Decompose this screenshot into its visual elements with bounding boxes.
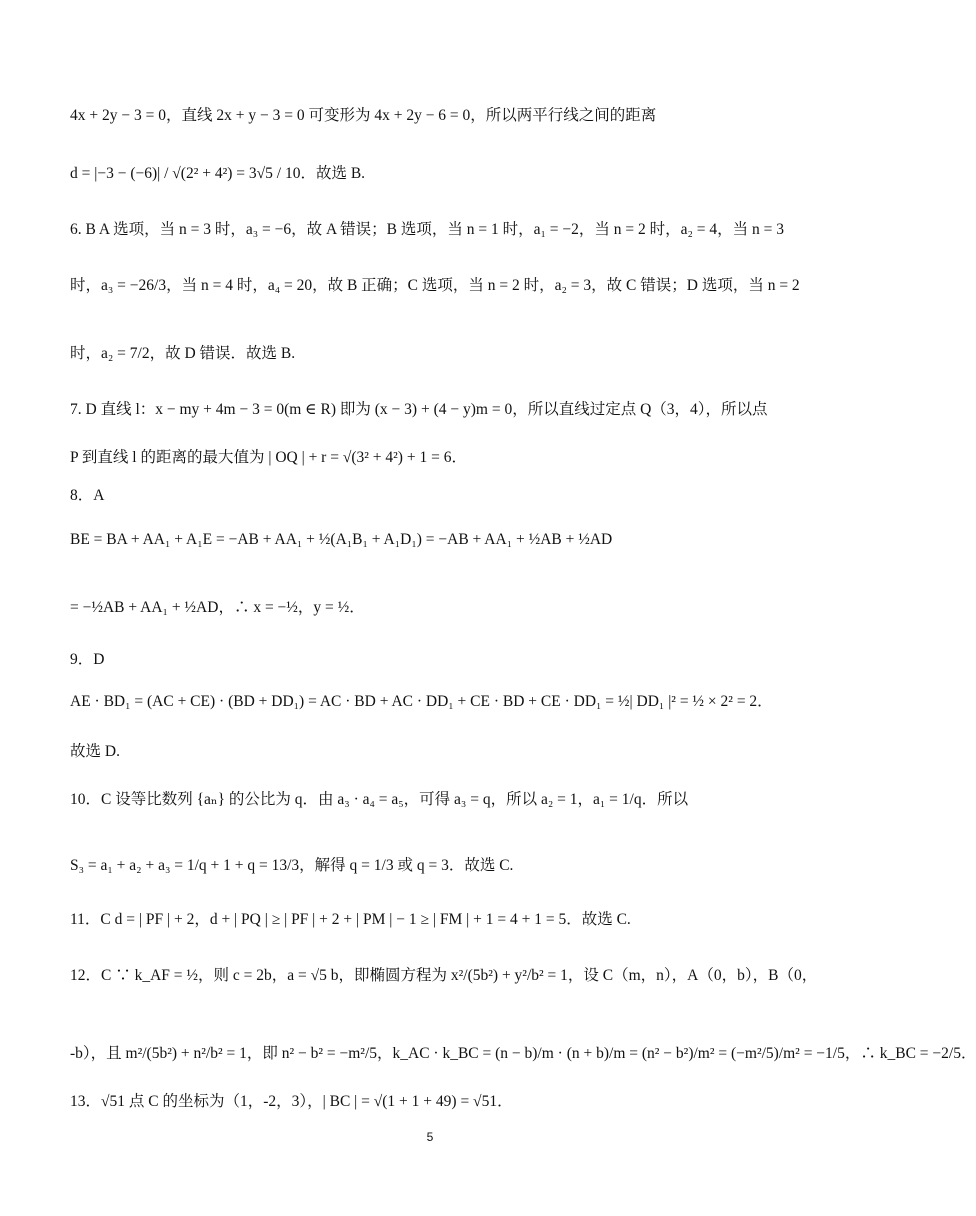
text-line: BE = BA + AA₁ + A₁E = −AB + AA₁ + ½(A₁B₁ + A₁D₁) = −AB + AA₁ + ½AB + ½AD [70, 531, 613, 548]
text-line: 7. D 直线 l：x − my + 4m − 3 = 0(m ∈ R) 即为 (x − 3) + (4 − y)m = 0，所以直线过定点 Q（3，4），所以点 [70, 401, 768, 418]
text-line: d = |−3 − (−6)| / √(2² + 4²) = 3√5 / 10．故选 B. [70, 165, 366, 182]
text-line: P 到直线 l 的距离的最大值为 | OQ | + r = √(3² + 4²) + 1 = 6． [70, 449, 467, 466]
page-number: 5 [426, 1130, 434, 1144]
text-line: 故选 D. [70, 743, 120, 760]
text-line: 时，a₃ = −26/3，当 n = 4 时，a₄ = 20，故 B 正确；C 选项，当 n = 2 时，a₂ = 3，故 C 错误；D 选项，当 n = 2 [70, 277, 800, 294]
text-line: 13．√51 点 C 的坐标为（1，-2，3），| BC | = √(1 + 1 + 49) = √51． [70, 1093, 513, 1110]
text-line: 12．C ∵ k_AF = ½，则 c = 2b，a = √5 b，即椭圆方程为 x²/(5b²) + y²/b² = 1，设 C（m，n），A（0，b），B（0， [70, 967, 818, 984]
text-line: 10．C 设等比数列 {aₙ} 的公比为 q．由 a₃ · a₄ = a₅，可得 a₃ = q，所以 a₂ = 1，a₁ = 1/q．所以 [70, 791, 689, 808]
text-line: S₃ = a₁ + a₂ + a₃ = 1/q + 1 + q = 13/3，解得 q = 1/3 或 q = 3．故选 C. [70, 857, 514, 874]
text-line: = −½AB + AA₁ + ½AD，∴ x = −½，y = ½． [70, 599, 365, 616]
text-line: AE · BD₁ = (AC + CE) · (BD + DD₁) = AC · BD + AC · DD₁ + CE · BD + CE · DD₁ = ½| DD₁ |² = ½ × 2² = 2． [70, 693, 773, 710]
text-line: 4x + 2y − 3 = 0，直线 2x + y − 3 = 0 可变形为 4x + 2y − 6 = 0，所以两平行线之间的距离 [70, 107, 657, 124]
text-line: 时，a₂ = 7/2，故 D 错误．故选 B. [70, 345, 296, 362]
text-line: 9．D [70, 651, 105, 668]
text-line: 8．A [70, 487, 105, 504]
text-line: 11．C d = | PF | + 2，d + | PQ | ≥ | PF | + 2 + | PM | − 1 ≥ | FM | + 1 = 4 + 1 = 5．故选 C. [70, 911, 631, 928]
text-line: -b），且 m²/(5b²) + n²/b² = 1，即 n² − b² = −m²/5，k_AC · k_BC = (n − b)/m · (n + b)/m = (n² − b²)/m² = (−m²/5)/m² = −1/5，∴ k_BC = −2/5． [70, 1045, 976, 1062]
text-line: 6. B A 选项，当 n = 3 时，a₃ = −6，故 A 错误；B 选项，当 n = 1 时，a₁ = −2，当 n = 2 时，a₂ = 4，当 n = 3 [70, 221, 785, 238]
